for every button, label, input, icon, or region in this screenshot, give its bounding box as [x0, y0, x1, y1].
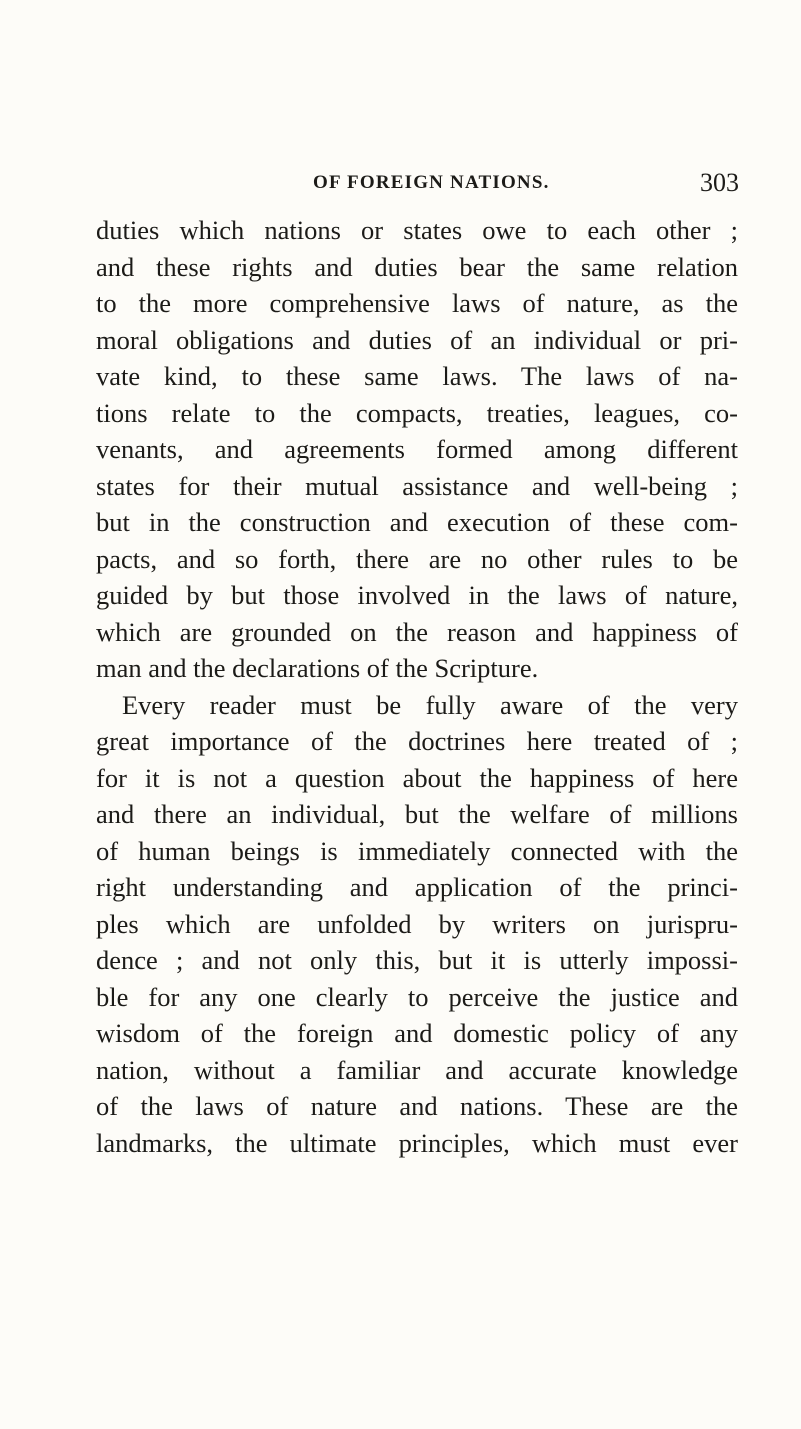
- text-line: right understanding and application of the princi-: [96, 872, 738, 902]
- text-line: landmarks, the ultimate principles, which must ever: [96, 1127, 738, 1158]
- text-line: pacts, and so forth, there are no other rules to be: [96, 543, 738, 574]
- text-line: and these rights and duties bear the same relation: [96, 251, 738, 282]
- text-line: nation, without a familiar and accurate knowledge: [96, 1054, 738, 1085]
- text-line: wisdom of the foreign and domestic policy of any: [96, 1018, 738, 1048]
- text-line: which are grounded on the reason and happiness of: [96, 616, 738, 647]
- text-line: of the laws of nature and nations. These are the: [96, 1091, 738, 1121]
- running-header: [0, 168, 801, 202]
- text-line: venants, and agreements formed among different: [96, 434, 738, 464]
- text-line: great importance of the doctrines here treated of ;: [96, 726, 738, 756]
- text-line: ples which are unfolded by writers on jurispru-: [96, 908, 738, 939]
- running-title: OF FOREIGN NATIONS.: [313, 172, 550, 193]
- paragraph-start-line: Every reader must be fully aware of the very: [122, 689, 738, 720]
- text-line: and there an individual, but the welfare of millions: [96, 799, 738, 829]
- text-line: vate kind, to these same laws. The laws of na-: [96, 361, 738, 391]
- text-line: moral obligations and duties of an individual or pri-: [96, 324, 738, 355]
- text-line: guided by but those involved in the laws of nature,: [96, 580, 738, 610]
- text-line: ble for any one clearly to perceive the justice and: [96, 981, 738, 1012]
- text-line: states for their mutual assistance and well-being ;: [96, 470, 738, 501]
- paragraph-end-line: man and the declarations of the Scripture.: [96, 653, 539, 683]
- text-line: tions relate to the compacts, treaties, leagues, co-: [96, 397, 738, 428]
- text-line: to the more comprehensive laws of nature, as the: [96, 288, 738, 318]
- text-line: duties which nations or states owe to each other ;: [96, 215, 738, 245]
- text-line: but in the construction and execution of these com-: [96, 507, 738, 537]
- text-line: of human beings is immediately connected with the: [96, 835, 738, 866]
- text-line: for it is not a question about the happiness of here: [96, 762, 738, 793]
- text-line: dence ; and not only this, but it is utterly impossi-: [96, 945, 738, 975]
- body-text: [96, 212, 738, 1161]
- page-number: 303: [700, 168, 739, 197]
